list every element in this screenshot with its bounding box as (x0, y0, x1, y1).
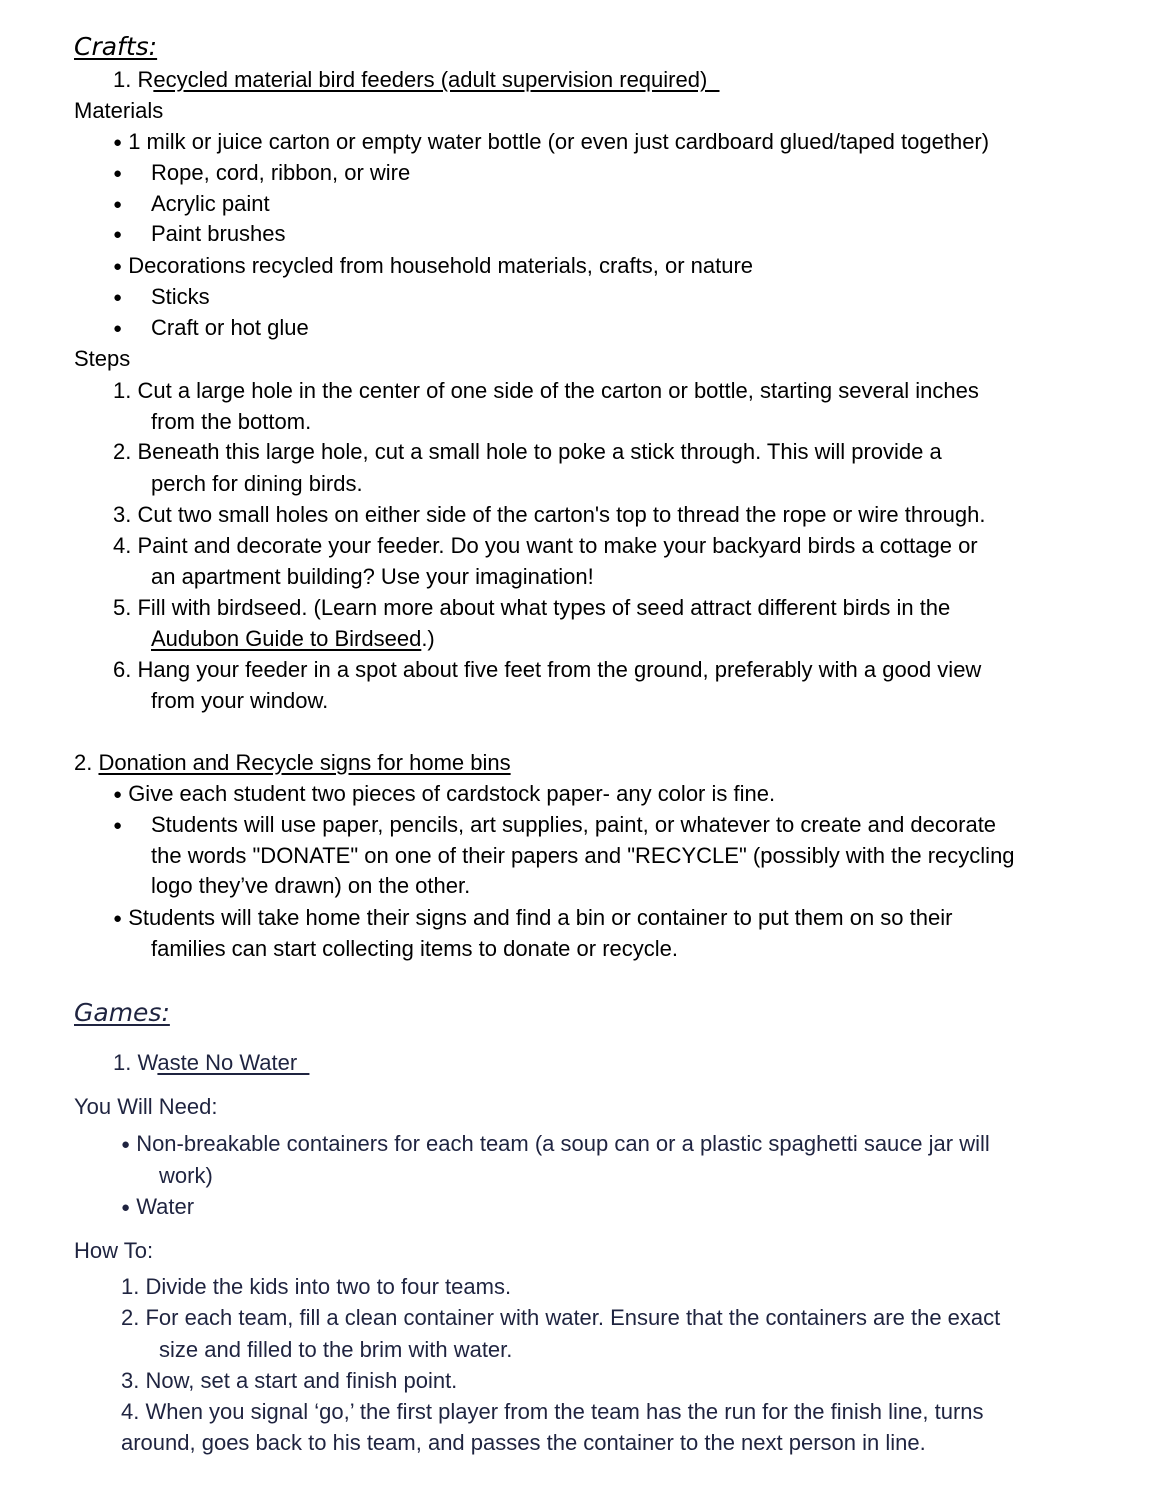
material-item: ● 1 milk or juice carton or empty water bottle (or even just cardboard glued/taped together) (113, 129, 990, 154)
material-item: ● Sticks (113, 284, 210, 309)
step-item: 6. Hang your feeder in a spot about five feet from the ground, preferably with a good view (113, 657, 982, 682)
sign-bullet-continuation: logo they’ve drawn) on the other. (151, 873, 471, 898)
need-item: ● Water (121, 1194, 195, 1219)
material-item: ● Paint brushes (113, 221, 286, 246)
material-item: ● Decorations recycled from household materials, crafts, or nature (113, 253, 754, 278)
step-item-continuation: from the bottom. (151, 409, 312, 434)
material-item: ● Rope, cord, ribbon, or wire (113, 160, 411, 185)
step-item-continuation: an apartment building? Use your imagination! (151, 564, 594, 589)
howto-step: 4. When you signal ‘go,’ the first player from the team has the run for the finish line, turns (121, 1399, 984, 1424)
howto-step: 1. Divide the kids into two to four teams. (121, 1274, 512, 1299)
bullet-icon: ● (113, 258, 123, 275)
bullet-icon: ● (113, 226, 123, 243)
bullet-icon: ● (113, 910, 123, 927)
sign-bullet: ● Students will take home their signs and find a bin or container to put them on so their (113, 905, 953, 930)
step-item-continuation: from your window. (151, 688, 329, 713)
materials-label: Materials (74, 98, 164, 123)
craft-item-1-title (113, 67, 720, 93)
bullet-icon: ● (113, 196, 123, 213)
you-will-need-label: You Will Need: (74, 1094, 218, 1119)
howto-step: 2. For each team, fill a clean container with water. Ensure that the containers are the exact (121, 1305, 1001, 1330)
bullet-icon: ● (113, 320, 123, 337)
bullet-icon: ● (121, 1136, 131, 1153)
step-item: 2. Beneath this large hole, cut a small hole to poke a stick through. This will provide a (113, 439, 942, 464)
howto-step-continuation: size and filled to the brim with water. (159, 1337, 513, 1362)
step-item: 3. Cut two small holes on either side of the carton's top to thread the rope or wire through. (113, 502, 986, 527)
material-item: ● Craft or hot glue (113, 315, 309, 340)
bullet-icon: ● (121, 1199, 131, 1216)
step-item-continuation: perch for dining birds. (151, 471, 363, 496)
bullet-icon: ● (113, 134, 123, 151)
audubon-guide-link[interactable]: Audubon Guide to Birdseed (151, 626, 422, 651)
craft-item-2-title: 2. Donation and Recycle signs for home bins (74, 750, 511, 775)
step-item: 4. Paint and decorate your feeder. Do you want to make your backyard birds a cottage or (113, 533, 978, 558)
craft-item-1-number: 1. R (113, 67, 154, 92)
material-item: ● Acrylic paint (113, 191, 270, 216)
bullet-icon: ● (113, 786, 123, 803)
step-item: 1. Cut a large hole in the center of one side of the carton or bottle, starting several inches (113, 378, 979, 403)
sign-bullet: ● Give each student two pieces of cardstock paper- any color is fine. (113, 781, 776, 806)
step-item-continuation: Audubon Guide to Birdseed.) (151, 626, 435, 651)
sign-bullet-continuation: the words "DONATE" on one of their papers and "RECYCLE" (possibly with the recycling (151, 843, 1015, 868)
how-to-label: How To: (74, 1238, 154, 1263)
step-item: 5. Fill with birdseed. (Learn more about what types of seed attract different birds in the (113, 595, 951, 620)
howto-step-continuation: around, goes back to his team, and passes the container to the next person in line. (121, 1430, 926, 1455)
crafts-heading: Crafts: (74, 32, 158, 61)
bullet-icon: ● (113, 165, 123, 182)
game-item-1-title: 1. Waste No Water (113, 1050, 310, 1075)
howto-step: 3. Now, set a start and finish point. (121, 1368, 458, 1393)
sign-bullet: ● Students will use paper, pencils, art supplies, paint, or whatever to create and decorate (113, 812, 997, 837)
need-item: ● Non-breakable containers for each team (a soup can or a plastic spaghetti sauce jar will (121, 1131, 990, 1156)
need-item-continuation: work) (159, 1163, 213, 1188)
steps-label: Steps (74, 346, 131, 371)
sign-bullet-continuation: families can start collecting items to donate or recycle. (151, 936, 679, 961)
craft-item-1-title-text: ecycled material bird feeders (adult supervision required) (153, 67, 720, 92)
bullet-icon: ● (113, 817, 123, 834)
bullet-icon: ● (113, 289, 123, 306)
games-heading: Games: (74, 998, 170, 1027)
